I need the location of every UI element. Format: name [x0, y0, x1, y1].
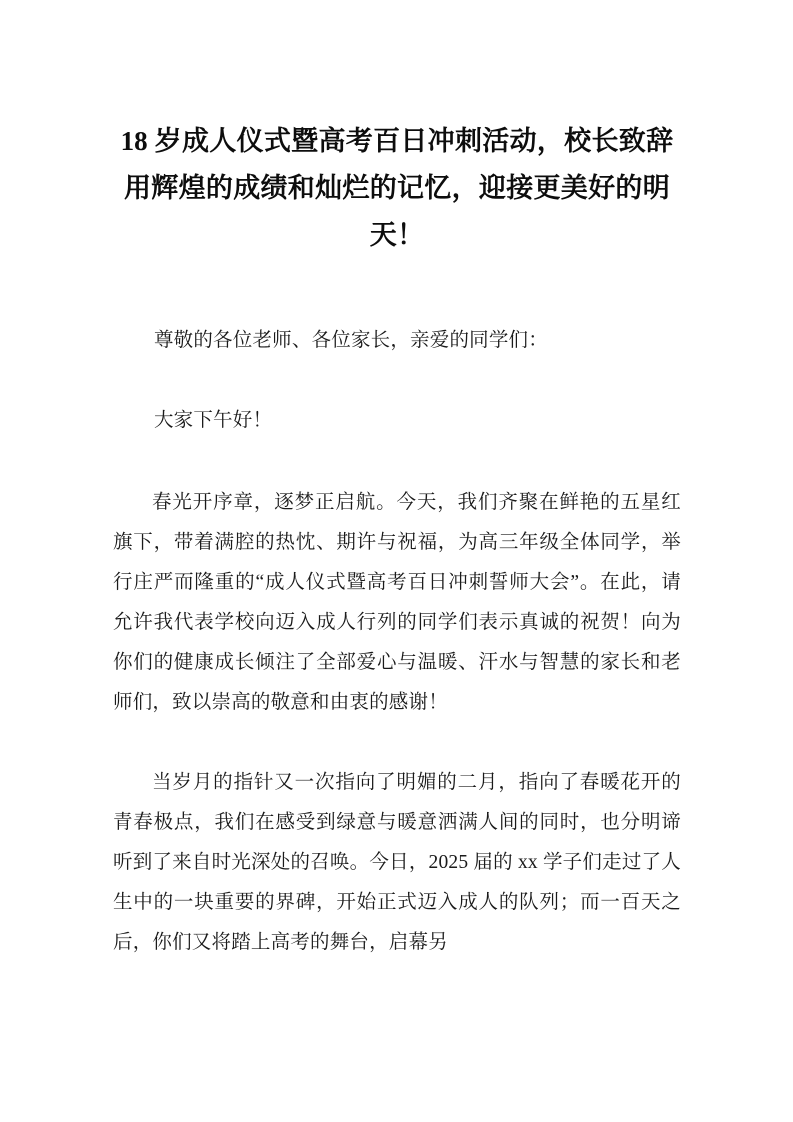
page-title [113, 0, 681, 259]
spacer [113, 361, 681, 401]
title-text: 岁成人仪式暨高考百日冲刺活动，校长致辞用辉煌的成绩和灿烂的记忆，迎接更美好的明天！ [124, 126, 674, 250]
title-leading-number: 18 [120, 126, 148, 156]
document-body [113, 321, 681, 963]
greeting-line: 大家下午好！ [153, 410, 273, 431]
spacer [113, 441, 681, 483]
salutation-line: 尊敬的各位老师、各位家长，亲爱的同学们： [153, 330, 548, 351]
body-paragraph-2: 当岁月的指针又一次指向了明媚的二月，指向了春暖花开的青春极点，我们在感受到绿意与暖意洒满人间的同时，也分明谛听到了来自时光深处的召唤。今日，2025 届的 xx 学子们走过了人生中的一块重要的界碑，开始正式迈入成人的队列；而一百天之后，你们又将踏上高考的舞台，启幕另 [113, 772, 681, 953]
body-paragraph-1: 春光开序章，逐梦正启航。今天，我们齐聚在鲜艳的五星红旗下，带着满腔的热忱、期许与祝福，为高三年级全体同学，举行庄严而隆重的“成人仪式暨高考百日冲刺誓师大会”。在此，请允许我代表学校向迈入成人行列的同学们表示真诚的祝贺！向为你们的健康成长倾注了全部爱心与温暖、汗水与智慧的家长和老师们，致以崇高的敬意和由衷的感谢！ [113, 492, 681, 713]
document-content [113, 0, 681, 963]
spacer [113, 723, 681, 763]
